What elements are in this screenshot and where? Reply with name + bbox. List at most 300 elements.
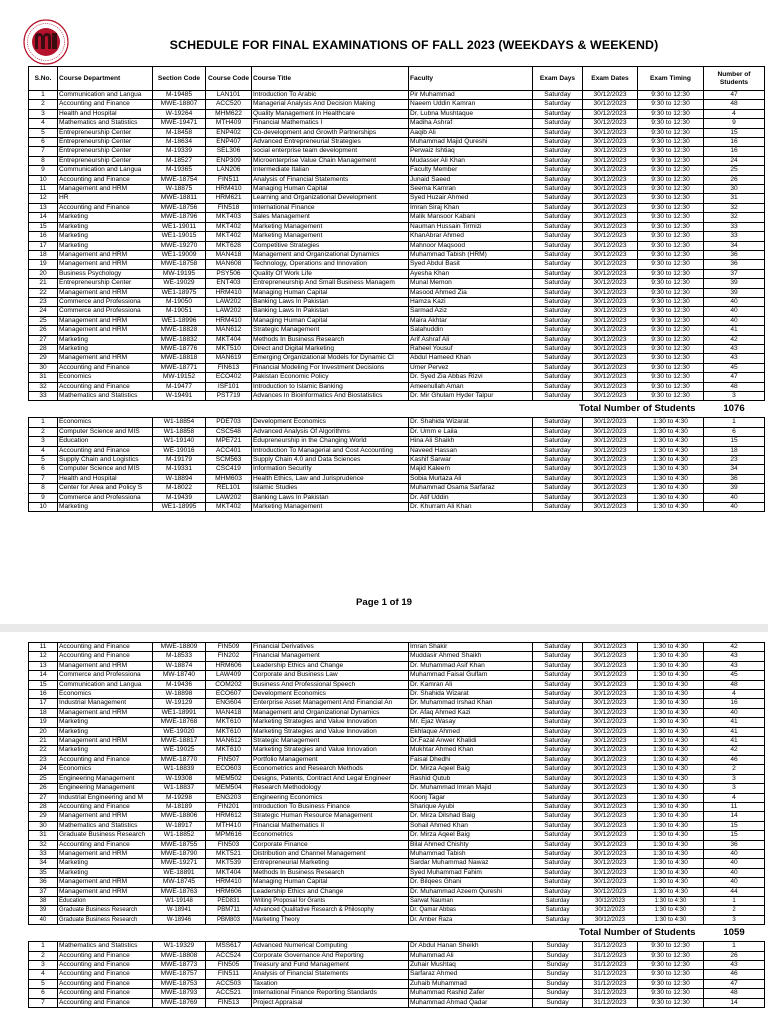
cell-serial: 18 — [29, 708, 58, 717]
table-header-row — [29, 67, 765, 91]
cell-student-count: 43 — [704, 961, 765, 970]
cell-section-code: M-19436 — [153, 680, 206, 689]
cell-student-count: 36 — [704, 250, 765, 259]
cell-exam-timing: 9:30 to 12:30 — [638, 203, 704, 212]
cell-faculty: Sharique Ayubi — [409, 802, 533, 811]
cell-faculty: Perwaiz Ishtiaq — [409, 147, 533, 156]
cell-serial: 33 — [29, 392, 58, 401]
cell-faculty: Muhammad Faisal Gulfam — [409, 671, 533, 680]
cell-course-code: FIN509 — [206, 643, 252, 652]
table-row — [29, 652, 765, 661]
cell-department: Marketing — [58, 335, 153, 344]
cell-serial: 5 — [29, 456, 58, 465]
cell-exam-day: Saturday — [533, 727, 583, 736]
cell-course-title: Financial Mathematics I — [252, 119, 409, 128]
cell-course-code: MKT610 — [206, 727, 252, 736]
cell-section-code: WE1-18991 — [153, 708, 206, 717]
cell-course-code: MKT402 — [206, 222, 252, 231]
cell-serial: 16 — [29, 232, 58, 241]
cell-department: Management and HRM — [58, 250, 153, 259]
cell-faculty: Dr. Atif Uddin — [409, 493, 533, 502]
cell-section-code: W1-19329 — [153, 942, 206, 951]
cell-student-count: 15 — [704, 128, 765, 137]
cell-exam-timing: 1:30 to 4:30 — [638, 849, 704, 858]
cell-course-code: HRM410 — [206, 878, 252, 887]
cell-faculty: Dr. Qamar Abbas — [409, 906, 533, 915]
cell-serial: 21 — [29, 279, 58, 288]
cell-student-count: 18 — [704, 446, 765, 455]
cell-faculty: Faisal Dhedhi — [409, 755, 533, 764]
cell-course-code: MAN619 — [206, 354, 252, 363]
cell-exam-timing: 9:30 to 12:30 — [638, 260, 704, 269]
cell-department: Accounting and Finance — [58, 382, 153, 391]
cell-exam-date: 30/12/2023 — [583, 427, 638, 436]
cell-student-count: 11 — [704, 802, 765, 811]
cell-serial: 30 — [29, 363, 58, 372]
cell-department: Accounting and Finance — [58, 802, 153, 811]
cell-exam-day: Saturday — [533, 156, 583, 165]
cell-department: Management and HRM — [58, 354, 153, 363]
cell-course-title: Introduction to Islamic Banking — [252, 382, 409, 391]
cell-department: Center for Area and Policy S — [58, 484, 153, 493]
cell-course-title: Marketing Management — [252, 222, 409, 231]
cell-exam-day: Sunday — [533, 989, 583, 998]
cell-exam-timing: 9:30 to 12:30 — [638, 232, 704, 241]
cell-section-code: MWE-19471 — [153, 119, 206, 128]
cell-faculty: Sobia Murtaza Ali — [409, 474, 533, 483]
page-number: Page 1 of 19 — [356, 597, 412, 608]
cell-faculty: Kashif Sarwar — [409, 456, 533, 465]
cell-course-code: LAW202 — [206, 493, 252, 502]
cell-exam-timing: 9:30 to 12:30 — [638, 373, 704, 382]
cell-exam-timing: 9:30 to 12:30 — [638, 316, 704, 325]
cell-exam-day: Saturday — [533, 260, 583, 269]
cell-faculty: Muhammad Majid Qureshi — [409, 138, 533, 147]
cell-exam-timing: 1:30 to 4:30 — [638, 727, 704, 736]
cell-serial: 9 — [29, 166, 58, 175]
cell-course-code: HRM410 — [206, 316, 252, 325]
cell-exam-date: 30/12/2023 — [583, 373, 638, 382]
cell-student-count: 41 — [704, 718, 765, 727]
cell-faculty: KhanAbrar Ahmed — [409, 232, 533, 241]
table-row — [29, 868, 765, 877]
cell-exam-timing: 9:30 to 12:30 — [638, 109, 704, 118]
cell-exam-day: Saturday — [533, 484, 583, 493]
cell-section-code: MWE-18793 — [153, 989, 206, 998]
table-row — [29, 250, 765, 259]
cell-student-count: 48 — [704, 680, 765, 689]
cell-exam-timing: 1:30 to 4:30 — [638, 680, 704, 689]
cell-student-count: 16 — [704, 699, 765, 708]
cell-section-code: MWE-18769 — [153, 998, 206, 1007]
cell-exam-day: Saturday — [533, 335, 583, 344]
cell-faculty: Imran Siraj Khan — [409, 203, 533, 212]
cell-exam-timing: 9:30 to 12:30 — [638, 354, 704, 363]
cell-course-code: MAN612 — [206, 737, 252, 746]
cell-section-code: MWE-18776 — [153, 344, 206, 353]
cell-exam-date: 30/12/2023 — [583, 437, 638, 446]
cell-department: Commerce and Professiona — [58, 297, 153, 306]
cell-serial: 3 — [29, 961, 58, 970]
cell-department: Management and HRM — [58, 887, 153, 896]
table-row — [29, 859, 765, 868]
cell-section-code: W-19308 — [153, 774, 206, 783]
cell-course-code: HRM410 — [206, 185, 252, 194]
cell-section-code: MWE-18771 — [153, 363, 206, 372]
cell-course-title: Strategic Management — [252, 737, 409, 746]
cell-exam-day: Saturday — [533, 147, 583, 156]
cell-exam-date: 30/12/2023 — [583, 392, 638, 401]
cell-exam-date: 30/12/2023 — [583, 100, 638, 109]
cell-exam-day: Saturday — [533, 279, 583, 288]
table-row — [29, 326, 765, 335]
cell-student-count: 40 — [704, 307, 765, 316]
cell-course-code: SEL306 — [206, 147, 252, 156]
cell-student-count: 43 — [704, 354, 765, 363]
cell-faculty: Muhammad Ahmad Qadar — [409, 998, 533, 1007]
cell-department: Marketing — [58, 868, 153, 877]
cell-exam-timing: 1:30 to 4:30 — [638, 887, 704, 896]
cell-faculty: Dr. Khurram Ali Khan — [409, 503, 533, 512]
cell-serial: 11 — [29, 643, 58, 652]
cell-department: Graduate Business Research — [58, 906, 153, 915]
cell-department: Commerce and Professiona — [58, 671, 153, 680]
cell-faculty: Dr. Shahida Wizarat — [409, 690, 533, 699]
cell-exam-timing: 1:30 to 4:30 — [638, 896, 704, 905]
cell-department: Marketing — [58, 746, 153, 755]
cell-faculty: Raheel Yousuf — [409, 344, 533, 353]
cell-serial: 19 — [29, 718, 58, 727]
table-row — [29, 307, 765, 316]
cell-exam-date: 30/12/2023 — [583, 147, 638, 156]
cell-student-count: 43 — [704, 661, 765, 670]
table-row — [29, 147, 765, 156]
table-row — [29, 970, 765, 979]
cell-serial: 37 — [29, 887, 58, 896]
cell-course-code: FIN202 — [206, 652, 252, 661]
cell-exam-date: 30/12/2023 — [583, 849, 638, 858]
cell-section-code: MWE-18790 — [153, 849, 206, 858]
cell-exam-date: 30/12/2023 — [583, 138, 638, 147]
cell-department: Accounting and Finance — [58, 363, 153, 372]
table-row — [29, 849, 765, 858]
cell-section-code: W-19129 — [153, 699, 206, 708]
cell-exam-date: 30/12/2023 — [583, 737, 638, 746]
cell-student-count: 41 — [704, 727, 765, 736]
cell-exam-day: Saturday — [533, 793, 583, 802]
cell-course-code: MKT521 — [206, 849, 252, 858]
cell-department: Accounting and Finance — [58, 961, 153, 970]
cell-course-code: SCM563 — [206, 456, 252, 465]
cell-faculty: Dr.Fazal Anwer Khalidi — [409, 737, 533, 746]
cell-exam-date: 30/12/2023 — [583, 203, 638, 212]
cell-department: Marketing — [58, 213, 153, 222]
table-row — [29, 109, 765, 118]
cell-section-code: W1-18839 — [153, 765, 206, 774]
cell-course-title: Banking Laws In Pakistan — [252, 307, 409, 316]
cell-section-code: W1-18854 — [153, 418, 206, 427]
cell-exam-day: Saturday — [533, 363, 583, 372]
cell-course-title: Management and Organizational Dynamics — [252, 708, 409, 717]
cell-exam-day: Saturday — [533, 708, 583, 717]
cell-serial: 8 — [29, 484, 58, 493]
cell-serial: 15 — [29, 680, 58, 689]
cell-course-title: Distribution and Channel Management — [252, 849, 409, 858]
cell-exam-date: 30/12/2023 — [583, 484, 638, 493]
cell-course-code: MKT404 — [206, 868, 252, 877]
cell-course-code: ENP309 — [206, 156, 252, 165]
cell-course-title: Entrepreneurial Marketing — [252, 859, 409, 868]
cell-student-count: 2 — [704, 906, 765, 915]
cell-exam-timing: 9:30 to 12:30 — [638, 297, 704, 306]
cell-exam-date: 30/12/2023 — [583, 718, 638, 727]
cell-exam-day: Saturday — [533, 690, 583, 699]
cell-section-code: MWE-18753 — [153, 979, 206, 988]
cell-exam-day: Saturday — [533, 100, 583, 109]
cell-section-code: M-19050 — [153, 297, 206, 306]
cell-serial: 12 — [29, 652, 58, 661]
cell-exam-timing: 1:30 to 4:30 — [638, 793, 704, 802]
cell-course-title: Managing Human Capital — [252, 288, 409, 297]
cell-exam-timing: 9:30 to 12:30 — [638, 100, 704, 109]
cell-student-count: 3 — [704, 915, 765, 924]
cell-student-count: 47 — [704, 91, 765, 100]
cell-student-count: 34 — [704, 241, 765, 250]
cell-exam-timing: 1:30 to 4:30 — [638, 484, 704, 493]
table-row — [29, 774, 765, 783]
cell-department: Mathematics and Statistics — [58, 821, 153, 830]
cell-exam-timing: 1:30 to 4:30 — [638, 437, 704, 446]
cell-exam-day: Saturday — [533, 831, 583, 840]
cell-section-code: M-18527 — [153, 156, 206, 165]
cell-department: Accounting and Finance — [58, 998, 153, 1007]
cell-exam-day: Saturday — [533, 784, 583, 793]
cell-section-code: WE1-18995 — [153, 503, 206, 512]
total-label: Total Number of Students — [578, 927, 696, 939]
cell-exam-day: Sunday — [533, 998, 583, 1007]
cell-course-title: Supply Chain 4.0 and Data Sciences — [252, 456, 409, 465]
cell-course-title: Advanced Analysis Of Algorithms — [252, 427, 409, 436]
cell-serial: 1 — [29, 91, 58, 100]
cell-serial: 14 — [29, 213, 58, 222]
cell-section-code: W1-18858 — [153, 427, 206, 436]
cell-serial: 27 — [29, 335, 58, 344]
cell-student-count: 34 — [704, 465, 765, 474]
cell-exam-date: 31/12/2023 — [583, 942, 638, 951]
cell-course-code: ACC521 — [206, 989, 252, 998]
cell-exam-day: Saturday — [533, 222, 583, 231]
cell-student-count: 36 — [704, 474, 765, 483]
cell-exam-day: Saturday — [533, 250, 583, 259]
cell-student-count: 43 — [704, 652, 765, 661]
total-row-1 — [29, 401, 765, 418]
cell-course-code: HRM621 — [206, 194, 252, 203]
cell-exam-day: Saturday — [533, 392, 583, 401]
cell-course-title: Research Methodology — [252, 784, 409, 793]
cell-serial: 23 — [29, 755, 58, 764]
cell-course-title: International Finance — [252, 203, 409, 212]
cell-section-code: W1-18852 — [153, 831, 206, 840]
cell-section-code: M-18533 — [153, 652, 206, 661]
cell-faculty: Imran Shakir — [409, 643, 533, 652]
cell-serial: 4 — [29, 119, 58, 128]
table-row — [29, 643, 765, 652]
cell-course-code: MAN612 — [206, 326, 252, 335]
cell-section-code: MWE-18757 — [153, 970, 206, 979]
cell-serial: 7 — [29, 147, 58, 156]
table-row — [29, 456, 765, 465]
cell-course-title: Financial Modeling For Investment Decisions — [252, 363, 409, 372]
cell-section-code: WE1-19009 — [153, 250, 206, 259]
header-exam-dates: Exam Dates — [583, 67, 638, 91]
table-row — [29, 474, 765, 483]
cell-exam-date: 30/12/2023 — [583, 812, 638, 821]
table-row — [29, 427, 765, 436]
cell-student-count: 39 — [704, 288, 765, 297]
cell-course-code: ACC503 — [206, 979, 252, 988]
cell-faculty: Sardar Muhammad Nawaz — [409, 859, 533, 868]
cell-student-count: 1 — [704, 896, 765, 905]
cell-exam-date: 30/12/2023 — [583, 316, 638, 325]
cell-exam-timing: 1:30 to 4:30 — [638, 868, 704, 877]
cell-exam-timing: 1:30 to 4:30 — [638, 474, 704, 483]
cell-serial: 8 — [29, 156, 58, 165]
cell-course-code: MKT402 — [206, 232, 252, 241]
cell-exam-timing: 9:30 to 12:30 — [638, 326, 704, 335]
cell-student-count: 26 — [704, 175, 765, 184]
cell-exam-day: Saturday — [533, 307, 583, 316]
table-row — [29, 194, 765, 203]
cell-department: Industrial Management — [58, 699, 153, 708]
cell-section-code: MWE-18754 — [153, 175, 206, 184]
cell-exam-day: Saturday — [533, 812, 583, 821]
cell-faculty: Zuhair Mushtaq — [409, 961, 533, 970]
cell-department: Management and HRM — [58, 878, 153, 887]
cell-course-title: Portfolio Management — [252, 755, 409, 764]
cell-department: Health and Hospital — [58, 474, 153, 483]
cell-serial: 2 — [29, 427, 58, 436]
cell-section-code: WE1-18975 — [153, 288, 206, 297]
cell-student-count: 43 — [704, 344, 765, 353]
cell-exam-date: 30/12/2023 — [583, 213, 638, 222]
cell-course-title: Marketing Strategies and Value Innovation — [252, 746, 409, 755]
cell-course-title: Managing Human Capital — [252, 316, 409, 325]
cell-section-code: MWE-18770 — [153, 755, 206, 764]
cell-exam-day: Saturday — [533, 119, 583, 128]
cell-course-title: Emerging Organizational Models for Dynamic Cl — [252, 354, 409, 363]
cell-serial: 14 — [29, 671, 58, 680]
cell-faculty: Mahnoor Maqsood — [409, 241, 533, 250]
cell-serial: 3 — [29, 109, 58, 118]
cell-exam-timing: 9:30 to 12:30 — [638, 344, 704, 353]
cell-exam-day: Saturday — [533, 802, 583, 811]
cell-course-title: Development Economics — [252, 418, 409, 427]
cell-student-count: 37 — [704, 269, 765, 278]
cell-student-count: 15 — [704, 437, 765, 446]
cell-section-code: MWE-19271 — [153, 859, 206, 868]
cell-course-title: Islamic Studies — [252, 484, 409, 493]
cell-student-count: 32 — [704, 213, 765, 222]
cell-exam-timing: 1:30 to 4:30 — [638, 661, 704, 670]
cell-section-code: MWE-18811 — [153, 194, 206, 203]
cell-faculty: Abdul Hameed Khan — [409, 354, 533, 363]
cell-exam-date: 30/12/2023 — [583, 643, 638, 652]
cell-department: Accounting and Finance — [58, 175, 153, 184]
cell-exam-day: Saturday — [533, 437, 583, 446]
table-row — [29, 680, 765, 689]
cell-section-code: M-18458 — [153, 128, 206, 137]
cell-student-count: 40 — [704, 708, 765, 717]
cell-serial: 10 — [29, 175, 58, 184]
cell-course-title: Introduction To Business Finance — [252, 802, 409, 811]
table-row — [29, 503, 765, 512]
table-row — [29, 213, 765, 222]
cell-exam-date: 30/12/2023 — [583, 774, 638, 783]
cell-serial: 29 — [29, 354, 58, 363]
cell-department: Management and HRM — [58, 316, 153, 325]
cell-section-code: W1-19140 — [153, 437, 206, 446]
table-row — [29, 737, 765, 746]
cell-department: Marketing — [58, 859, 153, 868]
cell-course-title: Edupreneurship in the Changing World — [252, 437, 409, 446]
cell-exam-day: Saturday — [533, 203, 583, 212]
cell-faculty: Dr. Mirza Dilshad Baig — [409, 812, 533, 821]
cell-exam-day: Saturday — [533, 849, 583, 858]
cell-exam-day: Saturday — [533, 382, 583, 391]
cell-course-code: LAN206 — [206, 166, 252, 175]
cell-section-code: WE-19016 — [153, 446, 206, 455]
table-row — [29, 241, 765, 250]
cell-serial: 33 — [29, 849, 58, 858]
table-row — [29, 382, 765, 391]
cell-section-code: M-19477 — [153, 382, 206, 391]
cell-exam-date: 30/12/2023 — [583, 699, 638, 708]
header-exam-timing: Exam Timing — [638, 67, 704, 91]
cell-course-code: ECO402 — [206, 373, 252, 382]
cell-department: Industrial Engineering and M — [58, 793, 153, 802]
table-row — [29, 185, 765, 194]
cell-exam-timing: 9:30 to 12:30 — [638, 213, 704, 222]
cell-student-count: 40 — [704, 878, 765, 887]
total-label: Total Number of Students — [578, 403, 696, 415]
cell-exam-day: Saturday — [533, 175, 583, 184]
cell-exam-day: Saturday — [533, 821, 583, 830]
cell-exam-timing: 9:30 to 12:30 — [638, 970, 704, 979]
cell-serial: 32 — [29, 840, 58, 849]
cell-course-title: Learning and Organizational Development — [252, 194, 409, 203]
cell-exam-date: 30/12/2023 — [583, 382, 638, 391]
cell-exam-timing: 9:30 to 12:30 — [638, 998, 704, 1007]
cell-serial: 20 — [29, 269, 58, 278]
cell-section-code: MWE-18763 — [153, 887, 206, 896]
cell-course-title: Management and Organizational Dynamics — [252, 250, 409, 259]
cell-exam-day: Saturday — [533, 859, 583, 868]
cell-department: Business Psychology — [58, 269, 153, 278]
table-row — [29, 690, 765, 699]
cell-exam-date: 30/12/2023 — [583, 652, 638, 661]
cell-faculty: Rashid Qutub — [409, 774, 533, 783]
cell-faculty: Salahuddin — [409, 326, 533, 335]
cell-exam-date: 30/12/2023 — [583, 363, 638, 372]
cell-faculty: Muhammad Rashid Zafer — [409, 989, 533, 998]
cell-section-code: MWE-18808 — [153, 951, 206, 960]
cell-serial: 38 — [29, 896, 58, 905]
cell-serial: 10 — [29, 503, 58, 512]
cell-course-title: Strategic Human Resource Management — [252, 812, 409, 821]
cell-exam-date: 31/12/2023 — [583, 951, 638, 960]
cell-serial: 30 — [29, 821, 58, 830]
cell-section-code: WE-19029 — [153, 279, 206, 288]
